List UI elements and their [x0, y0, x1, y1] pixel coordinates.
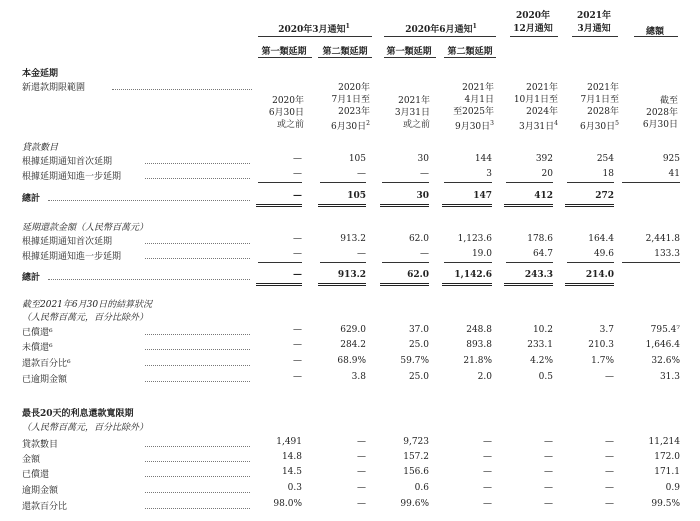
row-label-amt-further: 根據延期通知進一步延期 [22, 252, 122, 262]
cell-g-amount-col6: — [605, 452, 614, 462]
section-principal: 本金延期 [22, 69, 59, 79]
cell-repay-pct-col5: 4.2% [530, 356, 553, 366]
cell-g-repaid-col5: — [544, 467, 553, 477]
cell-repaid-col7: 795.4⁷ [650, 325, 680, 335]
cell-overdue-col5: 0.5 [538, 372, 553, 382]
cell-loans-total-col2: 105 [347, 191, 366, 201]
row-label-amt-total: 總計 [22, 273, 41, 283]
grace-title: 最長20天的利息還款寬限期 [22, 409, 134, 419]
cell-repay-pct-col4: 21.8% [463, 356, 492, 366]
row-label-g-repaid: 已償還 [22, 470, 50, 480]
range-col6: 2021年 7月1日至 2028年 6月30日$^5$ [579, 83, 619, 132]
range-label: 新還款期限範圍 [22, 83, 86, 93]
cell-amt-further-col2: — [357, 249, 366, 259]
cell-g-amount-col2: — [357, 452, 366, 462]
cell-repaid-col4: 248.8 [466, 325, 492, 335]
cell-amt-further-col3: — [420, 249, 429, 259]
cell-g-overdue-col2: — [357, 483, 366, 493]
cell-amt-first-col6: 164.4 [588, 234, 614, 244]
cell-loans-total-col4: 147 [473, 191, 492, 201]
cell-amt-first-col1: — [293, 234, 302, 244]
cell-g-loans-col2: — [357, 437, 366, 447]
range-col2: 2020年 7月1日至 2023年 6月30日$^2$ [330, 83, 370, 132]
cell-g-loans-col4: — [483, 437, 492, 447]
cell-unpaid-col5: 233.1 [527, 340, 553, 350]
cell-g-pct-col1: 98.0% [273, 499, 302, 509]
cell-g-overdue-col7: 0.9 [665, 483, 680, 493]
range-col7: 截至 2028年 6月30日 [642, 96, 678, 130]
cell-amt-further-col6: 49.6 [593, 249, 614, 259]
cell-repay-pct-col1: — [293, 356, 302, 366]
cell-amt-total-col6: 214.0 [585, 270, 614, 280]
cell-loans-further-col4: 3 [486, 169, 492, 179]
cell-repay-pct-col7: 32.6% [651, 356, 680, 366]
cell-amt-further-col1: — [293, 249, 302, 259]
cell-g-amount-col1: 14.8 [281, 452, 302, 462]
cell-overdue-col2: 3.8 [351, 372, 366, 382]
cell-amt-first-col3: 62.0 [408, 234, 429, 244]
cell-unpaid-col2: 284.2 [340, 340, 366, 350]
cell-repaid-col5: 10.2 [532, 325, 553, 335]
header-dec-2020: 2020年 12月通知 [513, 11, 553, 34]
cell-loans-total-col1: — [293, 191, 302, 201]
cell-amt-first-col4: 1,123.6 [457, 234, 492, 244]
cell-loans-further-col6: 18 [602, 169, 614, 179]
cell-unpaid-col4: 893.8 [466, 340, 492, 350]
cell-repaid-col6: 3.7 [599, 325, 614, 335]
cell-loans-first-col6: 254 [596, 154, 614, 164]
cell-g-loans-col6: — [605, 437, 614, 447]
cell-g-amount-col3: 157.2 [403, 452, 429, 462]
cell-g-loans-col5: — [544, 437, 553, 447]
row-label-overdue: 已逾期金額 [22, 375, 68, 385]
cell-g-repaid-col4: — [483, 467, 492, 477]
grace-unit-note: （人民幣百萬元，百分比除外） [22, 423, 149, 433]
cell-g-overdue-col1: 0.3 [287, 483, 302, 493]
cell-unpaid-col3: 25.0 [408, 340, 429, 350]
row-label-g-loans: 貸款數目 [22, 440, 59, 450]
loans-title: 貸款數目 [22, 143, 59, 153]
cell-repay-pct-col2: 68.9% [337, 356, 366, 366]
cell-repaid-col3: 37.0 [408, 325, 429, 335]
cell-g-overdue-col3: 0.6 [414, 483, 429, 493]
cell-loans-first-col7: 925 [662, 154, 680, 164]
row-label-amt-first: 根據延期通知首次延期 [22, 237, 113, 247]
cell-g-pct-col7: 99.5% [651, 499, 680, 509]
cell-amt-total-col2: 913.2 [337, 270, 366, 280]
cell-overdue-col3: 25.0 [408, 372, 429, 382]
header-total: 總額 [645, 27, 664, 37]
cell-repay-pct-col3: 59.7% [400, 356, 429, 366]
range-col5: 2021年 10月1日至 2024年 3月31日$^4$ [513, 83, 558, 132]
cell-amt-further-col7: 133.3 [654, 249, 680, 259]
row-label-g-amount: 金額 [22, 455, 41, 465]
cell-loans-further-col1: — [293, 169, 302, 179]
row-label-unpaid: 未償還⁶ [22, 343, 53, 353]
status-unit-note: （人民幣百萬元，百分比除外） [22, 313, 149, 323]
cell-amt-total-col3: 62.0 [407, 270, 429, 280]
cell-loans-total-col3: 30 [416, 191, 429, 201]
cell-loans-further-col7: 41 [668, 169, 680, 179]
cell-loans-total-col6: 272 [595, 191, 614, 201]
cell-g-repaid-col2: — [357, 467, 366, 477]
cell-g-pct-col2: — [357, 499, 366, 509]
cell-loans-total-col5: 412 [534, 191, 553, 201]
cell-loans-first-col4: 144 [474, 154, 492, 164]
cell-g-pct-col6: — [605, 499, 614, 509]
cell-repay-pct-col6: 1.7% [591, 356, 614, 366]
cell-g-pct-col5: — [544, 499, 553, 509]
cell-g-loans-col7: 11,214 [648, 437, 680, 447]
cell-loans-further-col2: — [357, 169, 366, 179]
ext-amount-title: 延期還款金額（人民幣百萬元） [22, 223, 149, 233]
cell-repaid-col1: — [293, 325, 302, 335]
cell-g-amount-col5: — [544, 452, 553, 462]
cell-amt-first-col5: 178.6 [527, 234, 553, 244]
cell-amt-total-col1: — [293, 270, 302, 280]
cell-g-overdue-col4: — [483, 483, 492, 493]
cell-g-repaid-col3: 156.6 [403, 467, 429, 477]
subheader-4: 第二類延期 [447, 47, 493, 57]
cell-loans-first-col3: 30 [417, 154, 429, 164]
cell-overdue-col7: 31.3 [659, 372, 680, 382]
cell-overdue-col6: — [605, 372, 614, 382]
cell-overdue-col1: — [293, 372, 302, 382]
cell-g-loans-col1: 1,491 [276, 437, 302, 447]
cell-amt-further-col5: 64.7 [532, 249, 553, 259]
cell-g-amount-col7: 172.0 [654, 452, 680, 462]
row-label-loans-first: 根據延期通知首次延期 [22, 157, 113, 167]
status-title: 截至2021年6月30日的結算狀況 [22, 300, 153, 310]
cell-g-loans-col3: 9,723 [403, 437, 429, 447]
subheader-1: 第一類延期 [261, 47, 307, 57]
cell-loans-first-col2: 105 [348, 154, 366, 164]
header-group-march-2020: 2020年3月通知$^1$ [278, 23, 350, 35]
cell-g-pct-col4: — [483, 499, 492, 509]
subheader-3: 第一類延期 [386, 47, 432, 57]
cell-unpaid-col6: 210.3 [588, 340, 614, 350]
row-label-repaid: 已償還⁶ [22, 328, 53, 338]
row-label-g-pct: 還款百分比 [22, 502, 68, 512]
cell-loans-further-col3: — [420, 169, 429, 179]
cell-loans-first-col1: — [293, 154, 302, 164]
cell-repaid-col2: 629.0 [340, 325, 366, 335]
row-label-loans-further: 根據延期通知進一步延期 [22, 172, 122, 182]
header-mar-2021: 2021年 3月通知 [576, 11, 612, 34]
cell-g-amount-col4: — [483, 452, 492, 462]
cell-amt-first-col2: 913.2 [340, 234, 366, 244]
cell-g-overdue-col6: — [605, 483, 614, 493]
range-col3: 2021年 3月31日 或之前 [394, 96, 430, 130]
cell-g-repaid-col7: 171.1 [654, 467, 680, 477]
cell-g-overdue-col5: — [544, 483, 553, 493]
row-label-repay-pct: 還款百分比⁶ [22, 359, 71, 369]
cell-unpaid-col1: — [293, 340, 302, 350]
row-label-loans-total: 總計 [22, 194, 41, 204]
cell-unpaid-col7: 1,646.4 [645, 340, 680, 350]
cell-g-repaid-col6: — [605, 467, 614, 477]
subheader-2: 第二類延期 [322, 47, 368, 57]
cell-loans-first-col5: 392 [535, 154, 553, 164]
cell-g-repaid-col1: 14.5 [281, 467, 302, 477]
cell-amt-total-col4: 1,142.6 [454, 270, 492, 280]
cell-overdue-col4: 2.0 [477, 372, 492, 382]
range-col4: 2021年 4月1日 至2025年 9月30日$^3$ [453, 83, 494, 132]
row-label-g-overdue: 逾期金額 [22, 486, 59, 496]
cell-g-pct-col3: 99.6% [400, 499, 429, 509]
cell-loans-further-col5: 20 [541, 169, 553, 179]
cell-amt-further-col4: 19.0 [471, 249, 492, 259]
range-col1: 2020年 6月30日 或之前 [268, 96, 304, 130]
header-group-june-2020: 2020年6月通知$^1$ [405, 23, 477, 35]
cell-amt-total-col5: 243.3 [524, 270, 553, 280]
cell-amt-first-col7: 2,441.8 [645, 234, 680, 244]
